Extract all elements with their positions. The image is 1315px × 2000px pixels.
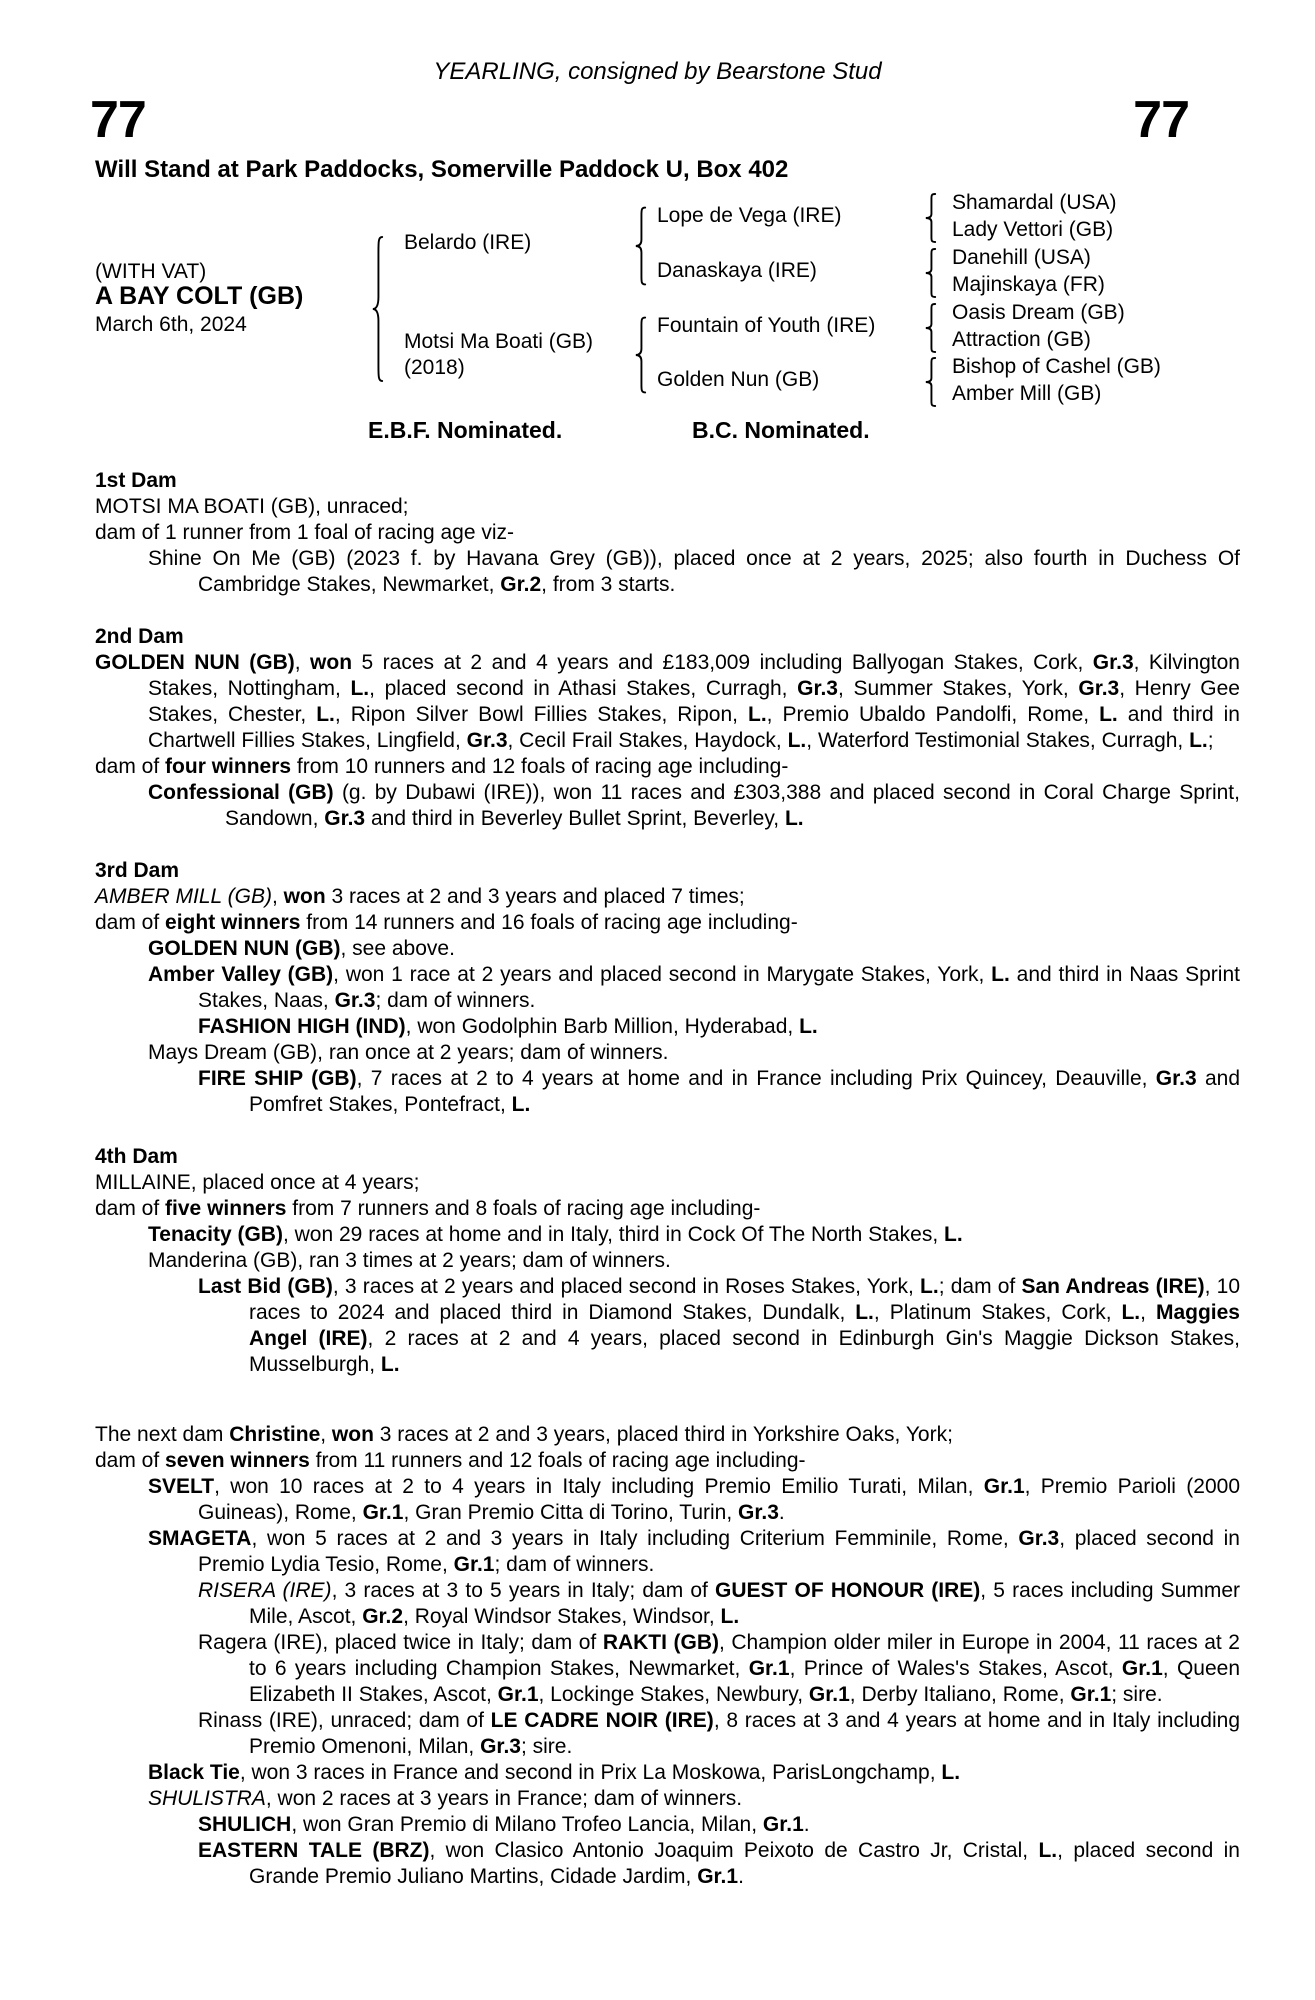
pedigree-paragraph xyxy=(95,1838,1240,1890)
text-run: , xyxy=(1140,1301,1156,1324)
gen3-name: Attraction (GB) xyxy=(952,328,1091,351)
text-run: L. xyxy=(784,807,804,830)
text-run: won xyxy=(331,1423,374,1446)
pedigree-paragraph xyxy=(95,1222,1240,1248)
text-run: , 3 races at 2 years and placed second in Roses Stakes, York, xyxy=(332,1275,921,1298)
pedigree-paragraph xyxy=(95,546,1240,598)
lot-number-right: 77 xyxy=(1133,91,1189,149)
text-run: L. xyxy=(920,1275,939,1298)
text-run: EASTERN TALE (BRZ) xyxy=(198,1839,430,1862)
text-run: and third in Naas Sprint Stakes, Naas, xyxy=(198,963,1240,1012)
text-run: , won 10 races at 2 to 4 years in Italy including Premio Emilio Turati, Milan, xyxy=(214,1475,984,1498)
text-run: Gr.1 xyxy=(808,1683,850,1706)
text-run: L. xyxy=(1099,703,1118,726)
section-heading: 2nd Dam xyxy=(95,625,184,648)
text-run: MOTSI MA BOATI (GB), unraced; xyxy=(95,495,409,518)
text-run: seven winners xyxy=(165,1449,310,1472)
text-run: ; dam of winners. xyxy=(494,1553,655,1576)
text-run: Shine On Me (GB) (2023 f. by Havana Grey (GB)), placed once at 2 years, 2025; also fourth in Duchess Of Cambridge Stakes, Newmarket, xyxy=(148,547,1240,596)
text-run: , won 5 races at 2 and 3 years in Italy including Criterium Femminile, Rome, xyxy=(251,1527,1019,1550)
text-run: and third in Chartwell Fillies Stakes, Lingfield, xyxy=(148,703,1240,752)
text-run: Gr.3 xyxy=(480,1735,521,1758)
text-run: Gr.2 xyxy=(500,573,542,596)
text-run: , won Gran Premio di Milano Trofeo Lancia, Milan, xyxy=(291,1813,763,1836)
text-run: Gr.1 xyxy=(762,1813,804,1836)
text-run: dam of 1 runner from 1 foal of racing age viz- xyxy=(95,521,515,544)
text-run: Gr.1 xyxy=(497,1683,539,1706)
text-run: 3 races at 2 and 3 years and placed 7 times; xyxy=(325,885,745,908)
text-run: five winners xyxy=(165,1197,287,1220)
section-heading: 4th Dam xyxy=(95,1145,178,1168)
text-run: , xyxy=(320,1423,332,1446)
pedigree-paragraph xyxy=(95,1196,1240,1222)
text-run: SVELT xyxy=(148,1475,215,1498)
text-run: Gr.3 xyxy=(1092,651,1134,674)
gen3-name: Shamardal (USA) xyxy=(952,191,1117,214)
text-run: ; dam of xyxy=(938,1275,1022,1298)
text-run: L. xyxy=(941,1761,961,1784)
pedigree-brace xyxy=(370,234,385,384)
text-run: dam of xyxy=(95,1449,166,1472)
text-run: , Platinum Stakes, Cork, xyxy=(873,1301,1122,1324)
text-run: , won 2 races at 3 years in France; dam of winners. xyxy=(265,1787,743,1810)
text-run: , won 3 races in France and second in Prix La Moskowa, ParisLongchamp, xyxy=(239,1761,942,1784)
consignor-title: YEARLING, consigned by Bearstone Stud xyxy=(433,58,882,85)
pedigree-paragraph xyxy=(95,936,1240,962)
pedigree-paragraph xyxy=(95,910,1240,936)
text-run: MILLAINE, placed once at 4 years; xyxy=(95,1171,420,1194)
text-run: , Ripon Silver Bowl Fillies Stakes, Ripon, xyxy=(334,703,748,726)
text-run: L. xyxy=(855,1301,874,1324)
text-run: Gr.1 xyxy=(1070,1683,1112,1706)
text-run: Gr.1 xyxy=(983,1475,1025,1498)
pedigree-brace xyxy=(923,248,938,298)
lot-number-left: 77 xyxy=(90,91,146,149)
pedigree-paragraph xyxy=(95,1422,1240,1448)
horse-name: A BAY COLT (GB) xyxy=(95,282,304,310)
text-run: , 5 races including Summer Mile, Ascot, xyxy=(249,1579,1240,1628)
gen2-name: Danaskaya (IRE) xyxy=(657,259,817,282)
pedigree-paragraph xyxy=(95,884,1240,910)
text-run: L. xyxy=(350,677,370,700)
pedigree-paragraph xyxy=(95,1066,1240,1118)
text-run: , Summer Stakes, York, xyxy=(838,677,1079,700)
text-run: , Premio Ubaldo Pandolfi, Rome, xyxy=(766,703,1100,726)
text-run: from 10 runners and 12 foals of racing age including- xyxy=(291,755,789,778)
text-run: Gr.1 xyxy=(748,1657,790,1680)
text-run: . xyxy=(778,1501,785,1524)
section-heading: 3rd Dam xyxy=(95,859,180,882)
foal-date: March 6th, 2024 xyxy=(95,313,247,336)
pedigree-paragraph xyxy=(95,1786,1240,1812)
text-run: ; sire. xyxy=(520,1735,573,1758)
text-run: SHULISTRA xyxy=(148,1787,266,1810)
pedigree-paragraph xyxy=(95,962,1240,1014)
text-run: , 10 races to 2024 and placed third in Diamond Stakes, Dundalk, xyxy=(249,1275,1240,1324)
gen3-name: Lady Vettori (GB) xyxy=(952,218,1114,241)
dam-section xyxy=(95,624,1240,832)
text-run: Gr.2 xyxy=(362,1605,404,1628)
text-run: , 8 races at 3 and 4 years at home and in Italy including Premio Omenoni, Milan, xyxy=(249,1709,1241,1758)
gen3-name: Amber Mill (GB) xyxy=(952,382,1102,405)
dam-section xyxy=(95,858,1240,1118)
text-run: won xyxy=(310,651,353,674)
dam-section xyxy=(95,468,1240,598)
gen2-name: Golden Nun (GB) xyxy=(657,368,820,391)
text-run: , placed second in Athasi Stakes, Curragh, xyxy=(369,677,798,700)
text-run: , Queen Elizabeth II Stakes, Ascot, xyxy=(249,1657,1241,1706)
pedigree-paragraph xyxy=(95,754,1240,780)
text-run: FIRE SHIP (GB) xyxy=(198,1067,357,1090)
pedigree-paragraph xyxy=(95,1474,1240,1526)
text-run: , placed second in Grande Premio Juliano Martins, Cidade Jardim, xyxy=(249,1839,1240,1888)
pedigree-paragraph xyxy=(95,1014,1240,1040)
text-run: ; xyxy=(1207,729,1214,752)
text-run: Mays Dream (GB), ran once at 2 years; dam of winners. xyxy=(148,1041,669,1064)
text-run: Gr.3 xyxy=(1018,1527,1060,1550)
text-run: , Champion older miler in Europe in 2004, 11 races at 2 to 6 years including Champion Stakes, Newmarket, xyxy=(249,1631,1240,1680)
text-run: and Pomfret Stakes, Pontefract, xyxy=(249,1067,1241,1116)
text-run: . xyxy=(803,1813,810,1836)
text-run: Maggies Angel (IRE) xyxy=(249,1301,1240,1350)
text-run: dam of xyxy=(95,1197,166,1220)
text-run: L. xyxy=(787,729,807,752)
text-run: Gr.3 xyxy=(1078,677,1120,700)
text-run: from 14 runners and 16 foals of racing age including- xyxy=(300,911,798,934)
pedigree-paragraph xyxy=(95,1630,1240,1708)
text-run: L. xyxy=(991,963,1010,986)
pedigree-paragraph xyxy=(95,1812,1240,1838)
section-heading: 1st Dam xyxy=(95,469,177,492)
text-run: San Andreas (IRE) xyxy=(1021,1275,1205,1298)
text-run: , 7 races at 2 to 4 years at home and in France including Prix Quincey, Deauville, xyxy=(356,1067,1156,1090)
text-run: Gr.3 xyxy=(334,989,376,1012)
text-run: L. xyxy=(380,1353,400,1376)
text-run: Gr.3 xyxy=(797,677,838,700)
text-run: Last Bid (GB) xyxy=(198,1275,333,1298)
text-run: , Prince of Wales's Stakes, Ascot, xyxy=(789,1657,1122,1680)
gen3-name: Majinskaya (FR) xyxy=(952,273,1105,296)
pedigree-paragraph xyxy=(95,494,1240,520)
sire-name: Belardo (IRE) xyxy=(404,231,532,254)
text-run: , placed second in Premio Lydia Tesio, Rome, xyxy=(198,1527,1240,1576)
pedigree-paragraph xyxy=(95,1248,1240,1274)
text-run: Gr.1 xyxy=(1121,1657,1163,1680)
dam-name: Motsi Ma Boati (GB) xyxy=(404,330,594,353)
text-run: , Royal Windsor Stakes, Windsor, xyxy=(403,1605,721,1628)
text-run: , Henry Gee Stakes, Chester, xyxy=(148,677,1240,726)
text-run: won xyxy=(283,885,326,908)
text-run: , won 29 races at home and in Italy, third in Cock Of The North Stakes, xyxy=(282,1223,945,1246)
text-run: Ragera (IRE), placed twice in Italy; dam of xyxy=(198,1631,603,1654)
text-run: Christine xyxy=(229,1423,321,1446)
pedigree-paragraph xyxy=(95,1170,1240,1196)
text-run: , Derby Italiano, Rome, xyxy=(849,1683,1071,1706)
text-run: , Waterford Testimonial Stakes, Curragh, xyxy=(806,729,1190,752)
text-run: AMBER MILL (GB) xyxy=(95,885,272,908)
text-run: , see above. xyxy=(340,937,455,960)
text-run: Gr.1 xyxy=(697,1865,739,1888)
text-run: , from 3 starts. xyxy=(541,573,676,596)
pedigree-paragraph xyxy=(95,1274,1240,1378)
text-run: ; dam of winners. xyxy=(375,989,536,1012)
text-run: , xyxy=(294,651,311,674)
text-run: Manderina (GB), ran 3 times at 2 years; dam of winners. xyxy=(148,1249,671,1272)
text-run: from 7 runners and 8 foals of racing age including- xyxy=(286,1197,761,1220)
text-run: 5 races at 2 and 4 years and £183,009 including Ballyogan Stakes, Cork, xyxy=(352,651,1093,674)
text-run: GUEST OF HONOUR (IRE) xyxy=(715,1579,981,1602)
text-run: Gr.1 xyxy=(453,1553,495,1576)
text-run: Gr.3 xyxy=(466,729,508,752)
gen3-name: Danehill (USA) xyxy=(952,246,1091,269)
text-run: , Gran Premio Citta di Torino, Turin, xyxy=(403,1501,739,1524)
text-run: SHULICH xyxy=(198,1813,292,1836)
text-run: Rinass (IRE), unraced; dam of xyxy=(198,1709,491,1732)
pedigree-paragraph xyxy=(95,1448,1240,1474)
text-run: L. xyxy=(1038,1839,1058,1862)
text-run: from 11 runners and 12 foals of racing age including- xyxy=(309,1449,806,1472)
pedigree-paragraph xyxy=(95,1578,1240,1630)
gen3-name: Bishop of Cashel (GB) xyxy=(952,355,1161,378)
pedigree-paragraph xyxy=(95,1760,1240,1786)
text-run: Tenacity (GB) xyxy=(148,1223,283,1246)
text-run: Gr.3 xyxy=(738,1501,779,1524)
text-run: Gr.3 xyxy=(1155,1067,1197,1090)
dam-section xyxy=(95,1422,1240,1890)
text-run: RAKTI (GB) xyxy=(602,1631,719,1654)
gen3-name: Oasis Dream (GB) xyxy=(952,301,1125,324)
text-run: L. xyxy=(1189,729,1208,752)
text-run: , xyxy=(271,885,284,908)
text-run: , won 1 race at 2 years and placed second in Marygate Stakes, York, xyxy=(333,963,992,986)
text-run: , won Godolphin Barb Million, Hyderabad, xyxy=(405,1015,800,1038)
pedigree-paragraph xyxy=(95,1708,1240,1760)
text-run: Black Tie xyxy=(148,1761,240,1784)
pedigree-paragraph xyxy=(95,520,1240,546)
text-run: dam of xyxy=(95,911,166,934)
text-run: Confessional (GB) xyxy=(148,781,334,804)
pedigree-paragraph xyxy=(95,1040,1240,1066)
pedigree-brace xyxy=(923,357,938,407)
pedigree-paragraph xyxy=(95,780,1240,832)
text-run: , won Clasico Antonio Joaquim Peixoto de Castro Jr, Cristal, xyxy=(429,1839,1039,1862)
text-run: SMAGETA xyxy=(148,1527,252,1550)
pedigree-paragraph xyxy=(95,1526,1240,1578)
dam-section xyxy=(95,1144,1240,1378)
text-run: , Kilvington Stakes, Nottingham, xyxy=(148,651,1240,700)
vat-note: (WITH VAT) xyxy=(95,260,207,283)
ebf-nomination: E.B.F. Nominated. xyxy=(368,417,563,443)
pedigree-brace xyxy=(633,206,648,286)
text-run: (g. by Dubawi (IRE)), won 11 races and £303,388 and placed second in Coral Charge Sprint, Sandown, xyxy=(225,781,1240,830)
text-run: L. xyxy=(316,703,335,726)
text-run: and third in Beverley Bullet Sprint, Beverley, xyxy=(365,807,785,830)
text-run: L. xyxy=(799,1015,818,1038)
text-run: , Premio Parioli (2000 Guineas), Rome, xyxy=(198,1475,1240,1524)
text-run: L. xyxy=(944,1223,963,1246)
text-run: L. xyxy=(511,1093,531,1116)
text-run: , 2 races at 2 and 4 years, placed second in Edinburgh Gin's Maggie Dickson Stakes, Musselburgh, xyxy=(249,1327,1240,1376)
pedigree-brace xyxy=(633,316,648,394)
text-run: 3 races at 2 and 3 years, placed third in Yorkshire Oaks, York; xyxy=(373,1423,953,1446)
text-run: FASHION HIGH (IND) xyxy=(198,1015,406,1038)
text-run: Gr.1 xyxy=(362,1501,404,1524)
text-run: GOLDEN NUN (GB) xyxy=(148,937,341,960)
text-run: L. xyxy=(748,703,767,726)
text-run: . xyxy=(738,1865,744,1888)
lot-number-row xyxy=(0,91,1315,149)
text-run: , Cecil Frail Stakes, Haydock, xyxy=(507,729,788,752)
pedigree-table xyxy=(0,184,1315,456)
text-run: LE CADRE NOIR (IRE) xyxy=(490,1709,714,1732)
text-run: The next dam xyxy=(95,1423,230,1446)
pedigree-brace xyxy=(923,303,938,353)
text-run: RISERA (IRE) xyxy=(198,1579,332,1602)
bc-nomination: B.C. Nominated. xyxy=(692,417,870,443)
text-run: , 3 races at 3 to 5 years in Italy; dam of xyxy=(331,1579,716,1602)
text-run: four winners xyxy=(165,755,292,778)
text-run: , Lockinge Stakes, Newbury, xyxy=(538,1683,809,1706)
pedigree-paragraph xyxy=(95,650,1240,754)
pedigree-brace xyxy=(923,193,938,243)
text-run: Amber Valley (GB) xyxy=(148,963,334,986)
text-run: Gr.3 xyxy=(324,807,366,830)
gen2-name: Lope de Vega (IRE) xyxy=(657,204,842,227)
dam-year: (2018) xyxy=(404,356,465,379)
text-run: GOLDEN NUN (GB) xyxy=(95,651,295,674)
text-run: L. xyxy=(1121,1301,1141,1324)
catalogue-body xyxy=(0,468,1315,1890)
text-run: eight winners xyxy=(165,911,301,934)
text-run: dam of xyxy=(95,755,166,778)
text-run: ; sire. xyxy=(1111,1683,1163,1706)
text-run: L. xyxy=(720,1605,740,1628)
gen2-name: Fountain of Youth (IRE) xyxy=(657,314,876,337)
stand-location: Will Stand at Park Paddocks, Somerville Paddock U, Box 402 xyxy=(95,156,789,183)
